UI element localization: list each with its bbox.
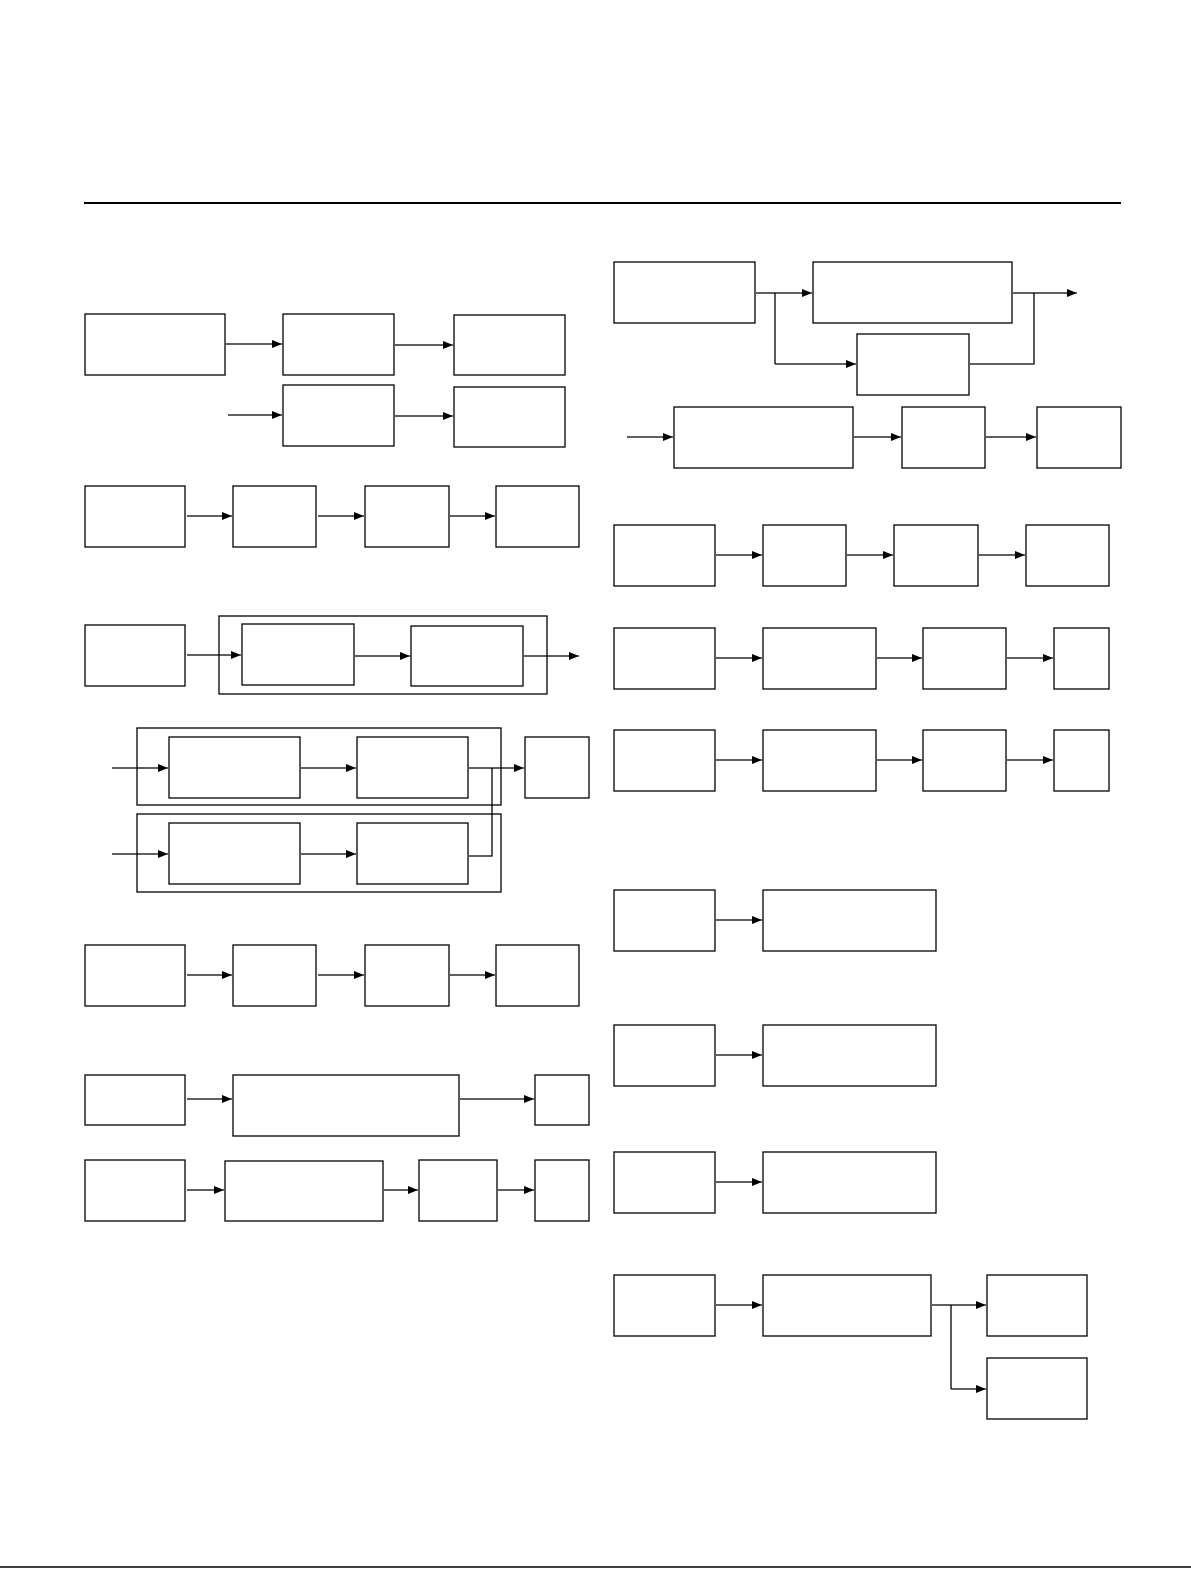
diagram-block: [365, 486, 449, 547]
diagram-block: [283, 314, 394, 375]
diagram-block: [763, 1275, 931, 1336]
diagram-block: [987, 1358, 1087, 1419]
diagram-block: [283, 385, 394, 446]
diagram-block: [763, 890, 936, 951]
diagram-block: [614, 628, 715, 689]
diagram-block: [763, 730, 876, 791]
diagram-block: [894, 525, 978, 586]
diagram-block: [763, 525, 846, 586]
diagram-block: [674, 407, 853, 468]
diagram-block: [857, 334, 969, 395]
diagram-block: [1026, 525, 1109, 586]
diagram-block: [169, 823, 300, 884]
diagram-block: [987, 1275, 1087, 1336]
diagram-block: [614, 730, 715, 791]
diagram-block: [357, 823, 468, 884]
group-frame: [137, 814, 501, 892]
diagram-block: [233, 486, 316, 547]
diagram-block: [614, 1152, 715, 1213]
diagram-block: [233, 945, 316, 1006]
diagram-block: [411, 626, 523, 686]
diagram-block: [763, 1152, 936, 1213]
diagram-block: [454, 387, 565, 447]
diagram-block: [85, 945, 185, 1006]
diagram-block: [923, 730, 1006, 791]
diagram-block: [763, 628, 876, 689]
diagram-block: [535, 1075, 589, 1125]
diagram-block: [1054, 730, 1109, 791]
diagram-block: [85, 1075, 185, 1125]
diagram-block: [85, 486, 185, 547]
diagram-block: [614, 262, 755, 323]
diagram-block: [614, 525, 715, 586]
diagram-block: [614, 1025, 715, 1086]
diagram-block: [614, 1275, 715, 1336]
diagram-block: [169, 737, 300, 798]
group-frame: [219, 616, 547, 694]
diagram-block: [233, 1075, 459, 1136]
diagram-block: [923, 628, 1006, 689]
connector-line: [970, 293, 1034, 364]
diagram-block: [85, 314, 225, 375]
diagram-block: [535, 1160, 589, 1221]
diagram-block: [525, 737, 589, 798]
diagram-block: [454, 315, 565, 375]
diagram-block: [763, 1025, 936, 1086]
diagram-block: [365, 945, 449, 1006]
diagram-block: [225, 1161, 383, 1221]
diagram-block: [242, 624, 354, 685]
diagram-block: [496, 945, 579, 1006]
diagram-block: [85, 625, 185, 686]
diagram-block: [902, 407, 985, 468]
diagram-block: [496, 486, 579, 547]
diagram-block: [1054, 628, 1109, 689]
group-frame: [137, 728, 501, 805]
diagram-block: [85, 1160, 185, 1221]
diagram-block: [419, 1160, 497, 1221]
diagram-block: [357, 737, 468, 798]
diagram-block: [813, 262, 1012, 323]
diagram-block: [1037, 407, 1121, 468]
connector-line: [469, 768, 492, 856]
diagram-block: [614, 890, 715, 951]
